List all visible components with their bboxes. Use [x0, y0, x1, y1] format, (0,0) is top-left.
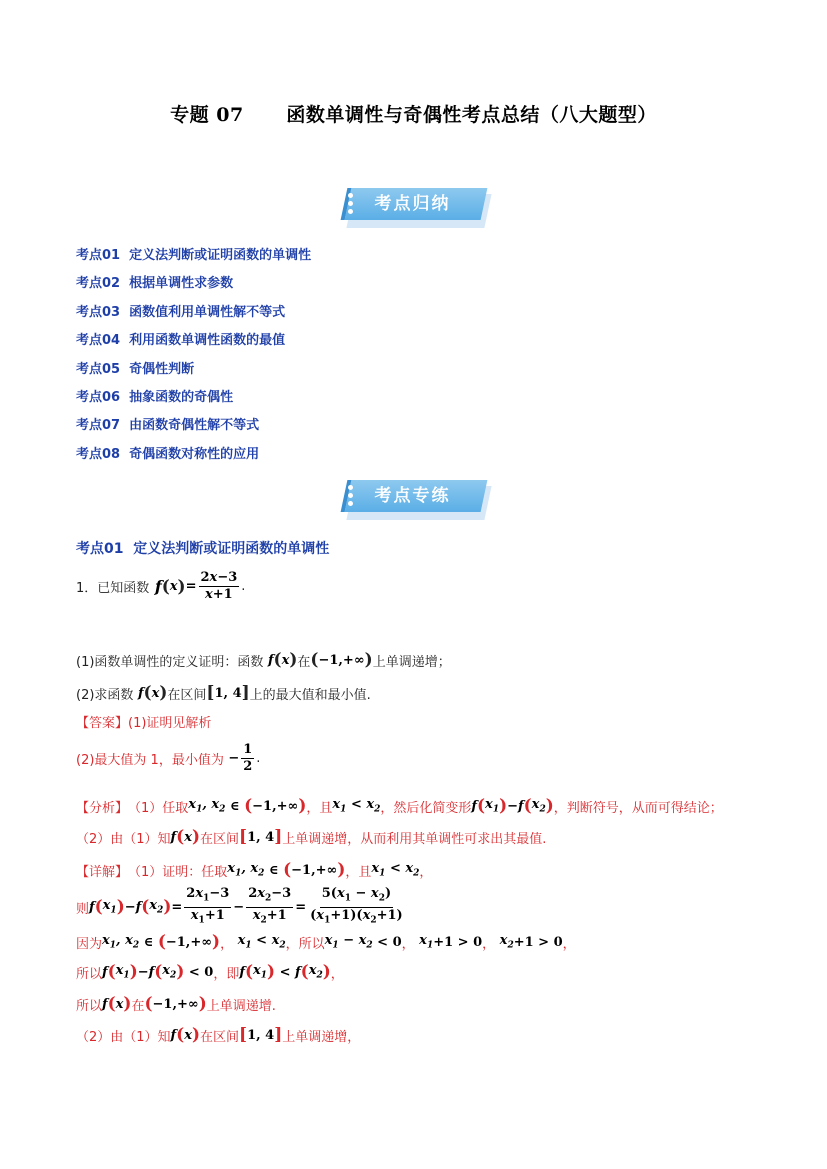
answer-line2: (2)最大值为 1，最小值为 − $\frac{1}{2}$ . — [76, 742, 261, 774]
topic-item[interactable]: 考点08 奇偶函数对称性的应用 — [76, 446, 260, 462]
analysis-line1: 【分析】 （1）任取 $x_1$, $x_2$ ∈ ( −1,+∞ ) ，且 $x_1 < x_2$ ，然后化简变形 f ( $x_1$ ) − f ( $x_2$ ) ，判断符号，从而可得结论； — [76, 796, 723, 816]
answer-tag: 【答案】 — [76, 716, 129, 731]
topic-item[interactable]: 考点06 抽象函数的奇偶性 — [76, 389, 234, 405]
topic-list — [76, 245, 311, 472]
topic-item[interactable]: 考点02 根据单调性求参数 — [76, 276, 234, 292]
banner-summary-label: 考点归纳 — [374, 194, 451, 214]
detail-line2: 则 f ( $x_1$ ) − f ( $x_2$ ) = $\frac{2x_1-3}{x_1+1}$ − $\frac{2x_2-3}{x_2+1}$ = $\frac{5(x_1 - x_2)}{(x_1+1)(x_2+1)}$ — [76, 886, 403, 926]
topic-item[interactable]: 考点07 由函数奇偶性解不等式 — [76, 418, 260, 434]
problem-part1: (1)函数单调性的定义证明：函数 f ( x ) 在 ( −1,+∞ ) 上单调递增； — [76, 650, 451, 670]
topic-item[interactable]: 考点05 奇偶性判断 — [76, 361, 195, 377]
topic-item[interactable]: 考点03 函数值利用单调性解不等式 — [76, 304, 286, 320]
detail-line1: 【详解】 （1）证明：任取 $x_1$, $x_2$ ∈ ( −1,+∞ ) ，且 $x_1 < x_2$ ， — [76, 860, 433, 880]
banner-summary — [340, 188, 490, 228]
problem-part2: (2)求函数 f ( x ) 在区间 [ 1, 4 ] 上的最大值和最小值. — [76, 683, 371, 703]
detail-line3: 因为 $x_1$, $x_2$ ∈ ( −1,+∞ ) ， $x_1 < x_2$ ，所以 $x_1 - x_2$ < 0 ， $x_1$ +1 > 0 ， $x_2$ +1 > 0 ， — [76, 932, 576, 952]
section-heading: 考点01 定义法判断或证明函数的单调性 — [76, 541, 330, 557]
detail-line5: 所以 f ( x ) 在 ( −1,+∞ ) 上单调递增. — [76, 994, 276, 1014]
answer-line1: 【答案】 (1)证明见解析 — [76, 712, 211, 731]
problem-intro: 1．已知函数 f ( x ) = $\frac{2x-3}{x+1}$ . — [76, 570, 246, 602]
detail-tag: 【详解】 — [76, 864, 129, 880]
analysis-line2: （2）由（1）知 f ( x ) 在区间 [ 1, 4 ] 上单调递增，从而利用其单调性可求出其最值. — [76, 827, 547, 847]
page-title: 专题 07 函数单调性与奇偶性考点总结（八大题型） — [170, 104, 657, 126]
topic-item[interactable]: 考点01 定义法判断或证明函数的单调性 — [76, 248, 312, 263]
detail-line4: 所以 f ( $x_1$ ) − f ( $x_2$ ) < 0 ，即 f ( $x_1$ ) < f ( $x_2$ ) ， — [76, 962, 344, 982]
topic-item[interactable]: 考点04 利用函数单调性函数的最值 — [76, 333, 286, 349]
analysis-tag: 【分析】 — [76, 800, 129, 816]
banner-practice — [340, 480, 490, 520]
detail-line6: （2）由（1）知 f ( x ) 在区间 [ 1, 4 ] 上单调递增， — [76, 1025, 361, 1045]
banner-practice-label: 考点专练 — [374, 486, 451, 506]
